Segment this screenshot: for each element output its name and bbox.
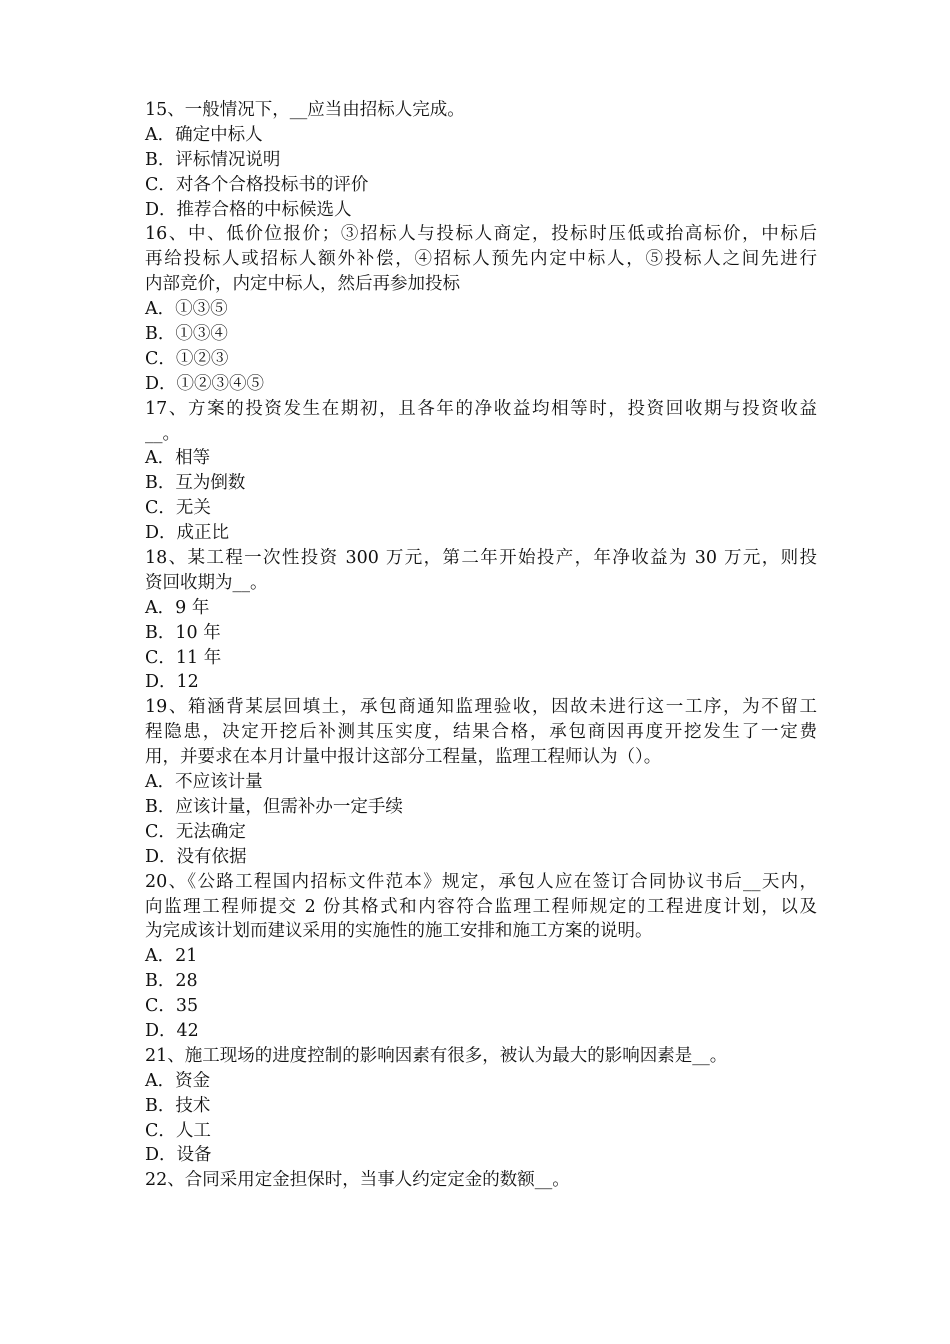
option-d: D．设备 (145, 1145, 212, 1166)
question-19 (145, 695, 817, 869)
question-stem-line: 用，并要求在本月计量中报计这部分工程量，监理工程师认为（）。 (145, 747, 662, 768)
option-b: B．技术 (145, 1095, 211, 1116)
question-stem-line: 程隐患，决定开挖后补测其压实度，结果合格，承包商因再度开挖发生了一定费 (145, 722, 817, 743)
option-d: D．推荐合格的中标候选人 (145, 199, 352, 220)
option-a: A．9 年 (145, 597, 210, 618)
option-d: D．12 (145, 672, 199, 693)
question-stem-line: 15、一般情况下，__应当由招标人完成。 (145, 100, 465, 120)
question-stem-line: 21、施工现场的进度控制的影响因素有很多，被认为最大的影响因素是__。 (145, 1045, 728, 1066)
option-a: A．①③⑤ (145, 299, 228, 320)
option-b: B．互为倒数 (145, 473, 246, 494)
question-21 (145, 1044, 817, 1168)
question-stem-line: 17、方案的投资发生在期初，且各年的净收益均相等时，投资回收期与投资收益 (145, 398, 817, 419)
option-b: B．①③④ (145, 324, 228, 345)
option-b: B．应该计量，但需补办一定手续 (145, 796, 403, 817)
option-d: D．42 (145, 1020, 199, 1041)
option-c: C．11 年 (145, 647, 222, 668)
option-c: C．无法确定 (145, 821, 246, 842)
option-c: C．①②③ (145, 348, 229, 369)
option-c: C．无关 (145, 498, 211, 519)
option-b: B．评标情况说明 (145, 149, 281, 170)
option-a: A．确定中标人 (145, 124, 263, 145)
question-17 (145, 397, 817, 546)
question-stem-line: 向监理工程师提交 2 份其格式和内容符合监理工程师规定的工程进度计划，以及 (145, 896, 817, 917)
question-stem-line: 再给投标人或招标人额外补偿，④招标人预先内定中标人，⑤投标人之间先进行 (145, 249, 817, 270)
question-stem-line: 为完成该计划而建议采用的实施性的施工安排和施工方案的说明。 (145, 921, 653, 942)
option-b: B．28 (145, 971, 198, 992)
question-15 (145, 98, 817, 222)
option-b: B．10 年 (145, 622, 221, 643)
question-stem-line: 20、《公路工程国内招标文件范本》规定，承包人应在签订合同协议书后__天内， (145, 871, 817, 892)
option-d: D．①②③④⑤ (145, 373, 265, 394)
question-22 (145, 1168, 817, 1193)
question-stem-line: 资回收期为__。 (145, 572, 268, 593)
question-stem-line: 19、箱涵背某层回填土，承包商通知监理验收，因故未进行这一工序，为不留工 (145, 697, 817, 718)
option-a: A．相等 (145, 448, 211, 469)
option-a: A．21 (145, 946, 198, 967)
question-20 (145, 870, 817, 1044)
question-16 (145, 222, 817, 396)
question-18 (145, 546, 817, 695)
option-d: D．成正比 (145, 523, 230, 544)
question-stem-line: 内部竞价，内定中标人，然后再参加投标 (145, 274, 460, 295)
question-stem-line: 16、中、低价位报价；③招标人与投标人商定，投标时压低或抬高标价，中标后 (145, 224, 817, 245)
option-a: A．资金 (145, 1070, 211, 1091)
question-stem-line: 18、某工程一次性投资 300 万元，第二年开始投产，年净收益为 30 万元，则投 (145, 548, 817, 569)
option-c: C．35 (145, 996, 199, 1017)
question-stem-line: __。 (145, 423, 180, 444)
question-stem-line: 22、合同采用定金担保时，当事人约定定金的数额__。 (145, 1170, 570, 1191)
option-a: A．不应该计量 (145, 772, 263, 793)
option-d: D．没有依据 (145, 846, 247, 867)
option-c: C．人工 (145, 1120, 211, 1141)
document-page (145, 98, 817, 1193)
option-c: C．对各个合格投标书的评价 (145, 174, 369, 195)
